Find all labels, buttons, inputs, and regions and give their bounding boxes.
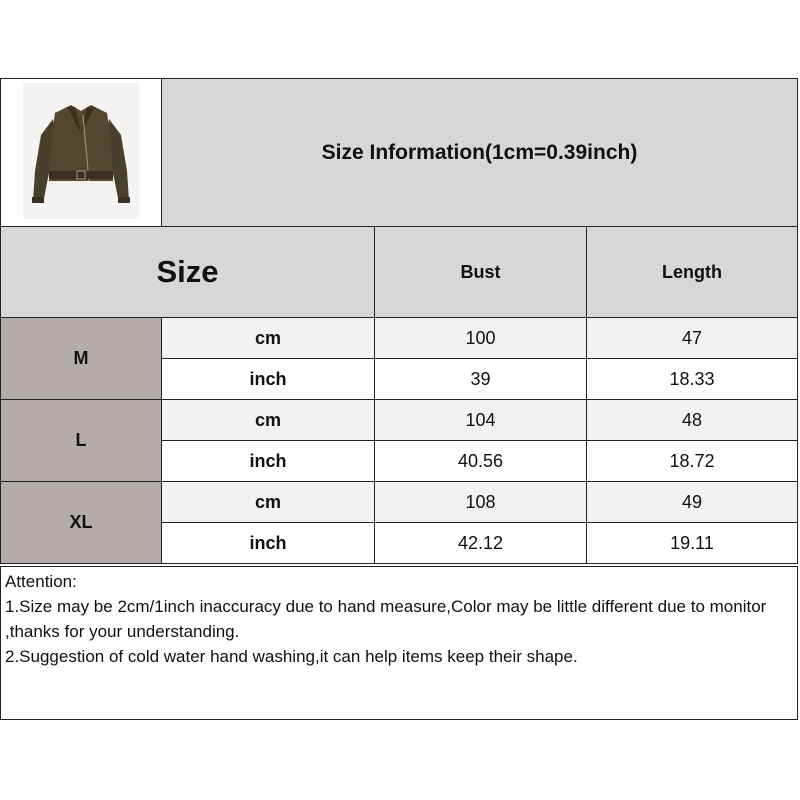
unit-cm: cm bbox=[161, 481, 375, 523]
unit-inch: inch bbox=[161, 440, 375, 482]
size-header: Size bbox=[0, 226, 375, 318]
unit-inch: inch bbox=[161, 522, 375, 564]
length-header: Length bbox=[586, 226, 798, 318]
table-cell: 108 bbox=[374, 481, 587, 523]
table-cell: 39 bbox=[374, 358, 587, 400]
table-cell: 42.12 bbox=[374, 522, 587, 564]
note-line: 2.Suggestion of cold water hand washing,it can help items keep their shape. bbox=[5, 647, 578, 666]
leather-jacket-image bbox=[23, 83, 139, 219]
table-cell: 19.11 bbox=[586, 522, 798, 564]
table-cell: 18.72 bbox=[586, 440, 798, 482]
bust-header: Bust bbox=[374, 226, 587, 318]
table-cell: 48 bbox=[586, 399, 798, 441]
size-label-xl: XL bbox=[0, 481, 162, 564]
size-chart bbox=[0, 78, 798, 720]
table-cell: 47 bbox=[586, 317, 798, 359]
unit-cm: cm bbox=[161, 399, 375, 441]
size-label-l: L bbox=[0, 399, 162, 482]
size-label-m: M bbox=[0, 317, 162, 400]
table-cell: 104 bbox=[374, 399, 587, 441]
notes-heading: Attention: bbox=[5, 572, 77, 591]
page-title bbox=[161, 78, 798, 227]
table-cell: 100 bbox=[374, 317, 587, 359]
note-line: 1.Size may be 2cm/1inch inaccuracy due to hand measure,Color may be little different due to monitor ,thanks for your understanding. bbox=[5, 597, 767, 641]
unit-inch: inch bbox=[161, 358, 375, 400]
table-cell: 49 bbox=[586, 481, 798, 523]
table-cell: 40.56 bbox=[374, 440, 587, 482]
product-image-cell bbox=[0, 78, 162, 227]
attention-notes bbox=[0, 566, 798, 720]
table-cell: 18.33 bbox=[586, 358, 798, 400]
unit-cm: cm bbox=[161, 317, 375, 359]
page-title-text: Size Information(1cm=0.39inch) bbox=[321, 140, 638, 164]
